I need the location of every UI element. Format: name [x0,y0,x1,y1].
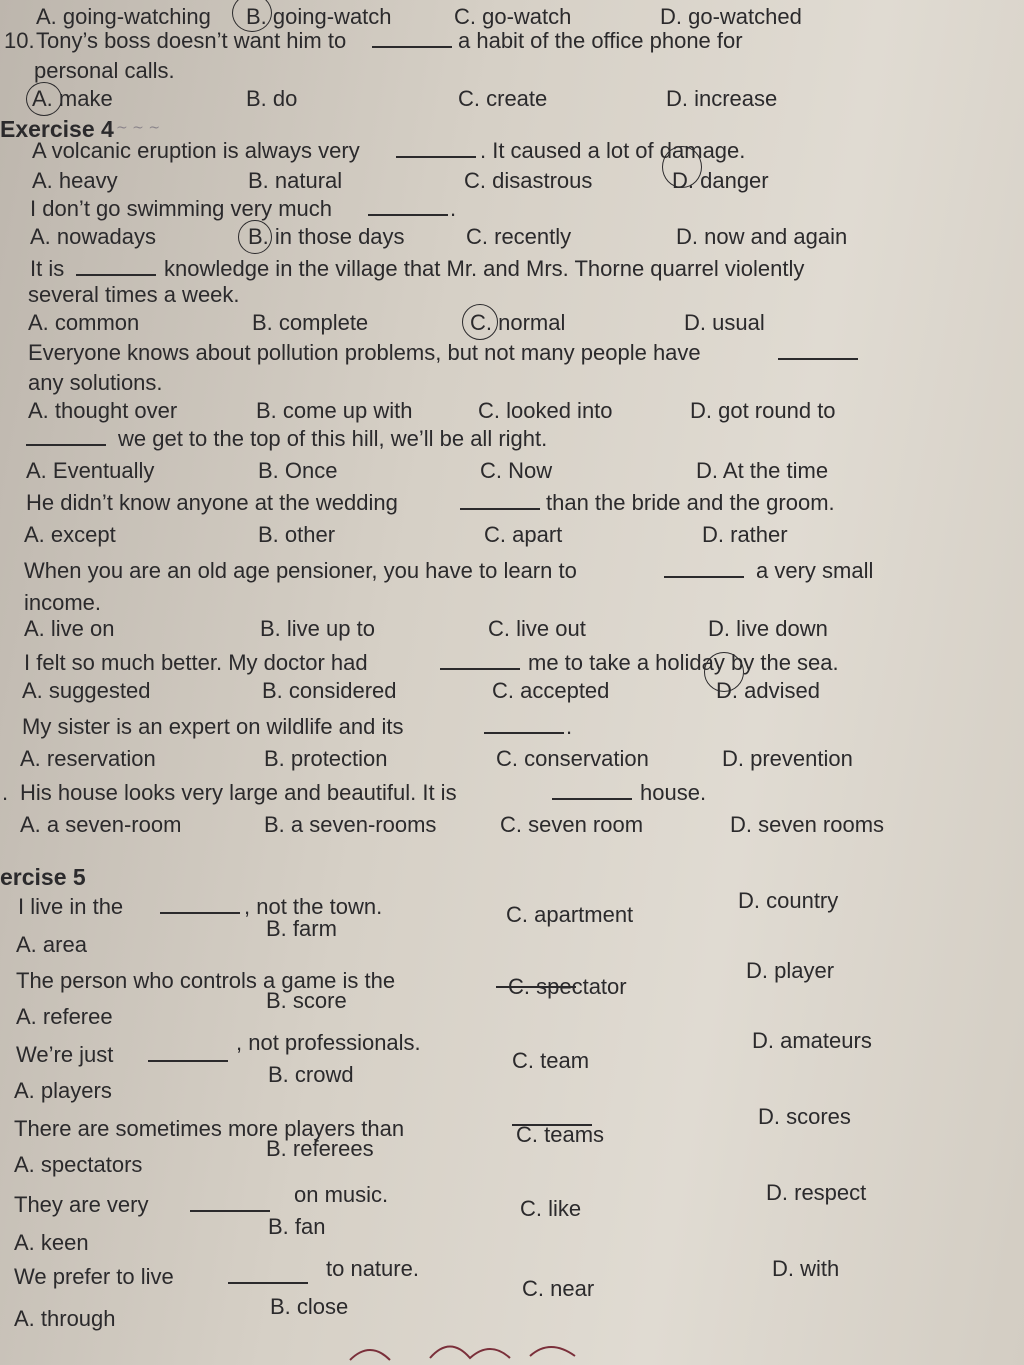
answer-blank[interactable] [160,894,240,914]
question-text-part1: They are very [14,1192,149,1217]
answer-circle-mark [704,652,744,692]
question-3-options [0,308,1024,338]
question-text-part2: than the bride and the groom. [546,490,835,515]
option-a: A. players [14,1078,112,1103]
option-b: B. close [270,1294,349,1319]
option-d: D. advised [716,678,820,703]
option-b: B. come up with [256,398,413,423]
answer-blank[interactable] [552,780,632,800]
option-b: B. in those days [248,224,405,249]
question-text-part1: It is [30,256,65,281]
question-1 [0,136,1024,166]
question-10-continued [0,56,1024,86]
question-text-part2: a habit of the office phone for [458,28,743,53]
option-b: B. farm [266,916,337,941]
option-c: C. teams [516,1122,605,1147]
question-text-part2: , not professionals. [236,1030,421,1055]
question-text-part1: The person who controls a game is the [16,968,396,993]
question-text-part3: personal calls. [34,58,175,83]
option-a: A. nowadays [30,224,156,249]
question-4 [0,338,1024,368]
question-text-part1: His house looks very large and beautiful. It is [20,780,457,805]
option-a: A. except [24,522,116,547]
question-text-part1: we get to the top of this hill, we’ll be all right. [118,426,548,451]
option-b: B. fan [268,1214,326,1239]
option-a: A. Eventually [26,458,155,483]
option-a: A. heavy [32,168,118,193]
question-2 [0,194,1024,224]
question-text-part1: I don’t go swimming very much [30,196,332,221]
option-b: B. complete [252,310,369,335]
option-c: C. go-watch [454,4,572,29]
option-d: D. usual [684,310,765,335]
answer-blank[interactable] [396,138,476,158]
question-10-options [0,810,1024,840]
option-a: A. live on [24,616,115,641]
question-2-options [0,222,1024,252]
question-5 [0,424,1024,454]
answer-circle-mark [462,304,498,340]
answer-circle-mark [662,146,702,188]
option-c: C. apartment [506,902,634,927]
question-10 [0,26,1024,56]
option-d: D. scores [758,1104,851,1129]
question-text-part2: me to take a holiday by the sea. [528,650,839,675]
option-c: C. live out [488,616,586,641]
option-a: A. area [16,932,87,957]
question-text-part1: When you are an old age pensioner, you have to learn to [24,558,577,583]
question-text-part2: . [450,196,457,221]
question-text-part2: house. [640,780,707,805]
answer-blank[interactable] [778,340,858,360]
answer-blank[interactable] [76,256,156,276]
option-c: C. conservation [496,746,649,771]
question-number: 10. [4,28,35,53]
option-a: A. thought over [28,398,178,423]
option-d: D. live down [708,616,828,641]
option-d: D. now and again [676,224,848,249]
option-a: A. reservation [20,746,156,771]
question-1-options [0,166,1024,196]
question-4 [0,1114,1024,1144]
option-c: C. seven room [500,812,644,837]
option-b: B. live up to [260,616,375,641]
option-a: A. common [28,310,140,335]
option-a: A. keen [14,1230,89,1255]
exercise-5-heading: ercise 5 [0,864,86,890]
option-c: C. create [458,86,548,111]
question-text-part2: to nature. [326,1256,419,1281]
option-b: B. Once [258,458,338,483]
question-7 [0,556,1024,586]
question-text-part3: several times a week. [28,282,240,307]
question-text-part2: , not the town. [244,894,383,919]
question-text-part1: Everyone knows about pollution problems, but not many people have [28,340,701,365]
question-text-part2: any solutions. [28,370,163,395]
option-b: B. protection [264,746,388,771]
question-8-options [0,676,1024,706]
question-number: . [2,780,9,805]
option-a: A. spectators [14,1152,143,1177]
question-text-part2: . [566,714,573,739]
option-b: B. other [258,522,336,547]
question-10 [0,778,1024,808]
option-a: A. a seven-room [20,812,182,837]
question-text-part2: knowledge in the village that Mr. and Mrs. Thorne quarrel violently [164,256,805,281]
question-text-part1: Tony’s boss doesn’t want him to [36,28,347,53]
option-a: A. make [32,86,113,111]
answer-blank[interactable] [148,1042,228,1062]
question-9 [0,712,1024,742]
question-text-part2: on music. [294,1182,389,1207]
option-c: C. disastrous [464,168,593,193]
option-d: D. with [772,1256,840,1281]
option-a: A. suggested [22,678,151,703]
exercise-4-heading: Exercise 4 [0,116,114,142]
question-text-part3: income. [24,590,102,615]
answer-blank[interactable] [664,558,744,578]
handwritten-note: ~ ~ ~ [116,120,161,136]
option-c: C. team [512,1048,590,1073]
option-b: B. natural [248,168,343,193]
answer-blank[interactable] [26,426,106,446]
question-3-continued [0,280,1024,310]
question-text-part1: My sister is an expert on wildlife and its [22,714,404,739]
question-6 [0,1256,1024,1292]
answer-circle-mark [238,220,272,254]
option-b: B. considered [262,678,397,703]
question-text-part1: There are sometimes more players than [14,1116,405,1141]
answer-blank[interactable] [190,1192,270,1212]
answer-circle-mark [26,82,62,116]
option-c: C. like [520,1196,582,1221]
question-text-part1: A volcanic eruption is always very [32,138,360,163]
answer-blank[interactable] [484,714,564,734]
option-c: C. looked into [478,398,613,423]
option-a: A. going-watching [36,4,211,29]
question-6-options [0,520,1024,550]
question-text-part2: . It caused a lot of damage. [480,138,746,163]
question-text-part1: I felt so much better. My doctor had [24,650,368,675]
option-c: C. spectator [508,974,627,999]
option-c: C. recently [466,224,572,249]
option-d: D. go-watched [660,4,802,29]
option-d: D. player [746,958,835,983]
question-7-options [0,614,1024,644]
option-d: D. country [738,888,839,913]
handwritten-scribble [340,1330,600,1365]
option-d: D. respect [766,1180,867,1205]
option-b: B. score [266,988,347,1013]
option-a: A. through [14,1306,116,1331]
option-b: B. crowd [268,1062,354,1087]
option-b: B. do [246,86,298,111]
option-b: B. a seven-rooms [264,812,437,837]
option-b: B. referees [266,1136,374,1161]
option-c: C. apart [484,522,563,547]
option-c: C. near [522,1276,595,1301]
question-8 [0,648,1024,678]
option-d: D. danger [672,168,769,193]
question-4-continued [0,368,1024,398]
question-text-part1: I live in the [18,894,124,919]
answer-blank[interactable] [228,1264,308,1284]
option-d: D. got round to [690,398,836,423]
question-6 [0,488,1024,518]
answer-blank[interactable] [372,28,452,48]
option-d: D. rather [702,522,788,547]
question-5-options [0,456,1024,486]
question-text-part1: We prefer to live [14,1264,174,1289]
option-d: D. amateurs [752,1028,872,1053]
question-9-options [0,744,1024,774]
question-text-part1: We’re just [16,1042,114,1067]
question-5 [0,1182,1024,1220]
option-b: B. going-watch [246,4,392,29]
question-text-part2: a very small [756,558,874,583]
option-d: D. increase [666,86,778,111]
answer-blank[interactable] [368,196,448,216]
option-c: C. accepted [492,678,610,703]
option-c: C. Now [480,458,553,483]
question-10-options [0,84,1024,114]
option-d: D. At the time [696,458,829,483]
option-d: D. seven rooms [730,812,885,837]
option-c: C. normal [470,310,566,335]
option-d: D. prevention [722,746,853,771]
answer-blank[interactable] [440,650,520,670]
question-text-part1: He didn’t know anyone at the wedding [26,490,398,515]
question-4-options [0,396,1024,426]
option-a: A. referee [16,1004,113,1029]
answer-blank[interactable] [460,490,540,510]
